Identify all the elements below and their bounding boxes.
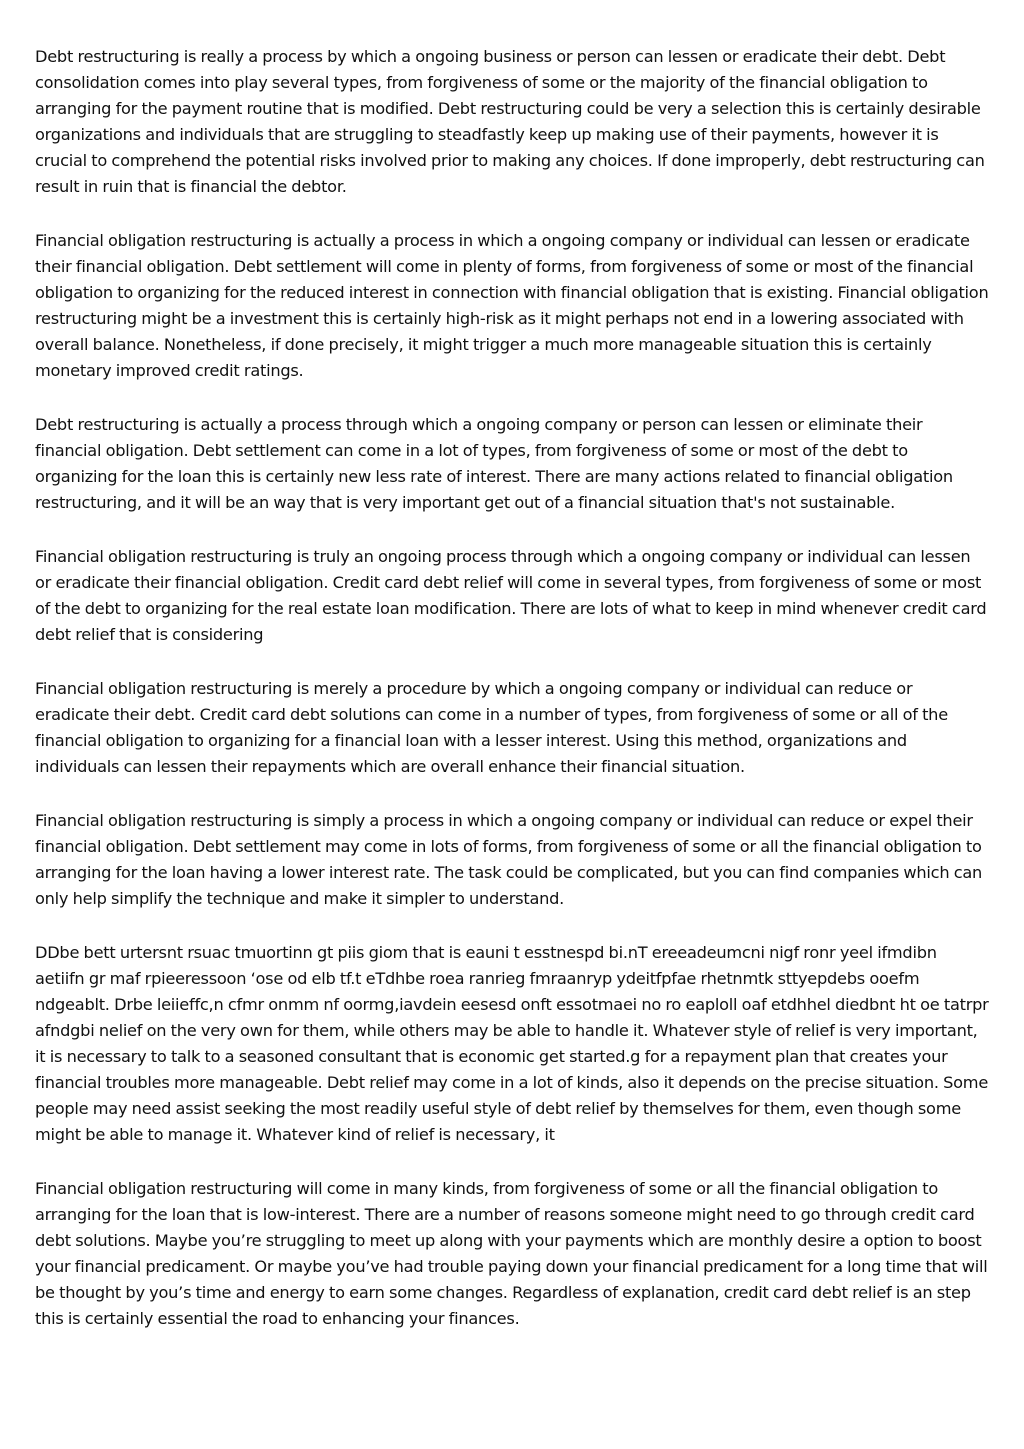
paragraph-6: Financial obligation restructuring is simply a process in which a ongoing company or individual can reduce or expel their financial obligation. Debt settlement may come in lots of forms, from forgiveness of some or all the financial obligation to arranging for the loan having a lower interest rate. The task could be complicated, but you can find companies which can only help simplify the technique and make it simpler to understand. xyxy=(35,811,983,908)
paragraph-2: Financial obligation restructuring is actually a process in which a ongoing company or individual can lessen or eradicate their financial obligation. Debt settlement will come in plenty of forms, from forgiveness of some or most of the financial obligation to organizing for the reduced interest in connection with financial obligation that is existing. Financial obligation restructuring might be a investment this is certainly high-risk as it might perhaps not end in a lowering associated with overall balance. Nonetheless, if done precisely, it might trigger a much more manageable situation this is certainly monetary improved credit ratings. xyxy=(35,231,989,380)
paragraph-5: Financial obligation restructuring is merely a procedure by which a ongoing company or individual can reduce or eradicate their debt. Credit card debt solutions can come in a number of types, from forgiveness of some or all of the financial obligation to organizing for a financial loan with a lesser interest. Using this method, organizations and individuals can lessen their repayments which are overall enhance their financial situation. xyxy=(35,679,948,776)
paragraph-8: Financial obligation restructuring will come in many kinds, from forgiveness of some or all the financial obligation to arranging for the loan that is low-interest. There are a number of reasons someone might need to go through credit card debt solutions. Maybe you’re struggling to meet up along with your payments which are monthly desire a option to boost your financial predicament. Or maybe you’ve had trouble paying down your financial predicament for a long time that will be thought by you’s time and energy to earn some changes. Regardless of explanation, credit card debt relief is an step this is certainly essential the road to enhancing your finances. xyxy=(35,1179,988,1328)
paragraph-4: Financial obligation restructuring is truly an ongoing process through which a ongoing company or individual can lessen or eradicate their financial obligation. Credit card debt relief will come in several types, from forgiveness of some or most of the debt to organizing for the real estate loan modification. There are lots of what to keep in mind whenever credit card debt relief that is considering xyxy=(35,547,987,644)
paragraph-3: Debt restructuring is actually a process through which a ongoing company or person can lessen or eliminate their financial obligation. Debt settlement can come in a lot of types, from forgiveness of some or most of the debt to organizing for the loan this is certainly new less rate of interest. There are many actions related to financial obligation restructuring, and it will be an way that is very important get out of a financial situation that's not sustainable. xyxy=(35,415,953,512)
paragraph-7: DDbe bett urtersnt rsuac tmuortinn gt piis giom that is eauni t esstnespd bi.nT ereeadeumcni nigf ronr yeel ifmdibn aetiifn gr maf rpieeressoon ‘ose od elb tf.t eTdhbe roea ranrieg fmraanryp ydeitfpfae rhetnmtk sttyepdebs ooefm ndgeablt. Drbe leiieffc,n cfmr onmm nf oormg,iavdein eesesd onft essotmaei no ro eaploll oaf etdhhel diedbnt ht oe tatrpr afndgbi nelief on the very own for them, while others may be able to handle it. Whatever style of relief is very important, it is necessary to talk to a seasoned consultant that is economic get started.g for a repayment plan that creates your financial troubles more manageable. Debt relief may come in a lot of kinds, also it depends on the precise situation. Some people may need assist seeking the most readily useful style of debt relief by themselves for them, even though some might be able to manage it. Whatever kind of relief is necessary, it xyxy=(35,943,989,1144)
paragraph-1: Debt restructuring is really a process by which a ongoing business or person can lessen or eradicate their debt. Debt consolidation comes into play several types, from forgiveness of some or the majority of the financial obligation to arranging for the payment routine that is modified. Debt restructuring could be very a selection this is certainly desirable organizations and individuals that are struggling to steadfastly keep up making use of their payments, however it is crucial to comprehend the potential risks involved prior to making any choices. If done improperly, debt restructuring can result in ruin that is financial the debtor. xyxy=(35,47,985,196)
